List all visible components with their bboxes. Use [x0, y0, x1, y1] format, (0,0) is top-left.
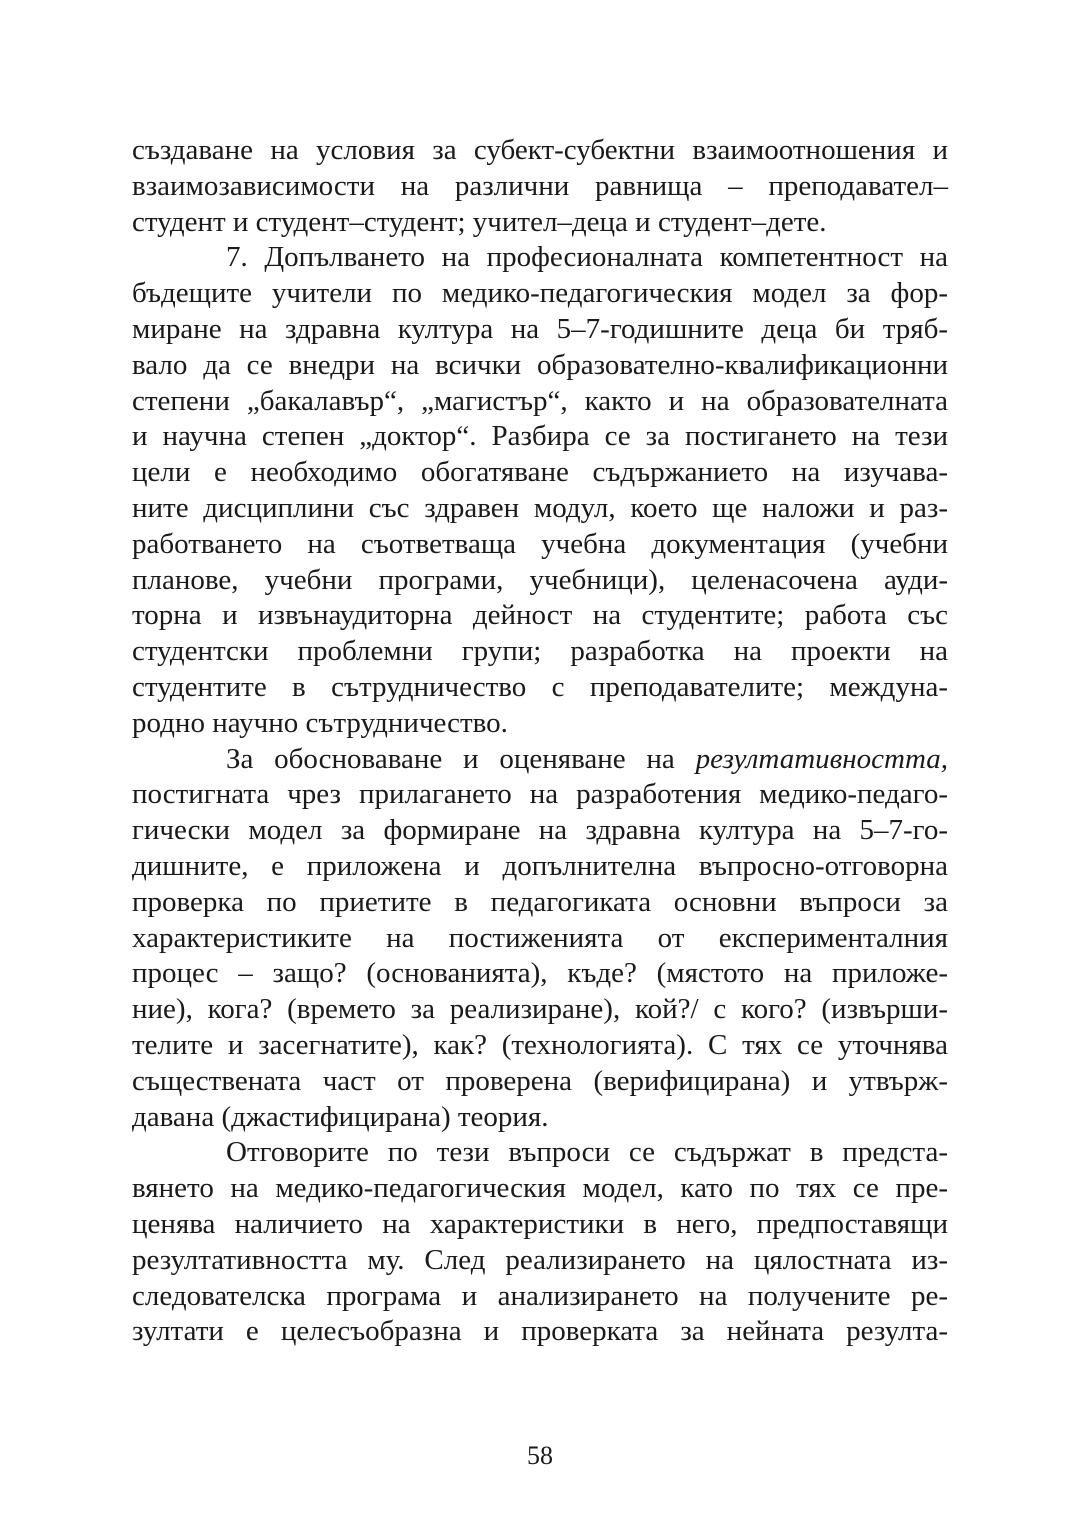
text-line: цели е необходимо обогатяване съдържанието на изучава-: [132, 456, 948, 489]
text-line: работването на съответваща учебна документация (учебни: [132, 527, 948, 560]
paragraph-4: [132, 1135, 948, 1350]
text-line: Отговорите по тези въпроси се съдържат в предста-: [226, 1136, 948, 1169]
page-number: 58: [527, 1441, 553, 1470]
text-line: миране на здравна култура на 5–7-годишните деца би тряб-: [132, 312, 948, 345]
text-line: постигната чрез прилагането на разработения медико-педаго-: [132, 778, 948, 811]
paragraph-1: [132, 133, 948, 240]
text-line: давана (джастифицирана) теория.: [132, 1100, 549, 1133]
text-line: създаване на условия за субект-субектни взаимоотношения и: [132, 134, 948, 166]
text-line: студентски проблемни групи; разработка на проекти на: [132, 635, 948, 668]
text-line: родно научно сътрудничество.: [132, 706, 508, 739]
text-line: вянето на медико-педагогическия модел, като по тях се пре-: [132, 1172, 948, 1205]
text-run: За обосноваване и оценяване на: [226, 742, 696, 775]
text-line: студент и студент–студент; учител–деца и студент–дете.: [132, 205, 827, 238]
text-line: вало да се внедри на всички образователно-квалификационни: [132, 348, 948, 381]
text-line: студентите в сътрудничество с преподавателите; междуна-: [132, 670, 948, 703]
text-line: планове, учебни програми, учебници), целенасочена ауди-: [132, 563, 948, 596]
text-line: съществената част от проверена (верифицирана) и утвърж-: [132, 1064, 948, 1097]
text-line: торна и извънаудиторна дейност на студентите; работа със: [132, 599, 948, 632]
paragraph-3: [132, 742, 948, 1136]
text-line: проверка по приетите в педагогиката основни въпроси за: [132, 885, 948, 918]
text-line: процес – защо? (основанията), къде? (мястото на приложе-: [132, 957, 948, 990]
text-line: характеристиките на постиженията от експерименталния: [132, 921, 948, 954]
text-line: бъдещите учители по медико-педагогическия модел за фор-: [132, 277, 948, 310]
paragraph-2: [132, 240, 948, 741]
text-line: следователска програма и анализирането на получените ре-: [132, 1279, 948, 1312]
text-line: дишните, е приложена и допълнителна въпросно-отговорна: [132, 849, 948, 882]
text-line-first: [132, 742, 948, 778]
text-line: 7. Допълването на професионалната компетентност на: [226, 241, 948, 274]
text-line: взаимозависимости на различни равнища – преподавател–: [132, 169, 948, 202]
text-line: зултати е целесъобразна и проверката за нейната резулта-: [132, 1315, 948, 1348]
text-line: гически модел за формиране на здравна култура на 5–7-го-: [132, 814, 948, 847]
text-line: ние), кога? (времето за реализиране), кой?/ с кого? (извърши-: [132, 993, 948, 1026]
emphasized-term: резултативността,: [695, 742, 948, 775]
text-line: ценява наличието на характеристики в него, предпоставящи: [132, 1207, 948, 1240]
page-body: [132, 133, 948, 1350]
text-line: резултативността му. След реализирането на цялостната из-: [132, 1243, 948, 1276]
text-line: и научна степен „доктор“. Разбира се за постигането на тези: [132, 420, 948, 453]
text-line: телите и засегнатите), как? (технологията). С тях се уточнява: [132, 1028, 948, 1061]
text-line: степени „бакалавър“, „магистър“, както и на образователната: [132, 384, 948, 417]
text-line: ните дисциплини със здравен модул, което ще наложи и раз-: [132, 491, 948, 524]
